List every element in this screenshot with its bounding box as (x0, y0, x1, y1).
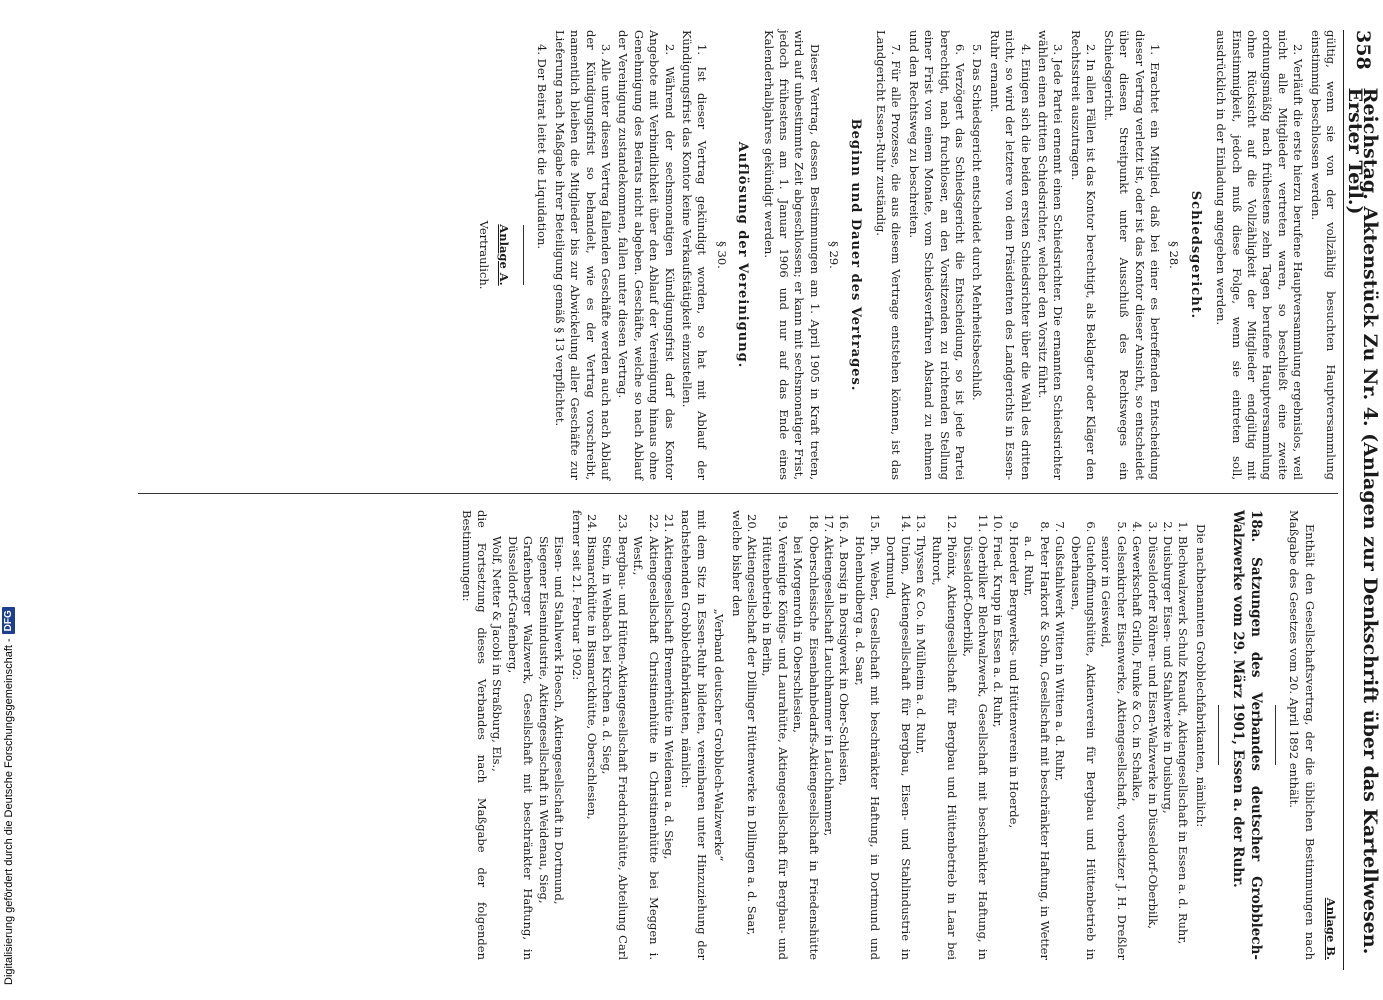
dfg-logo: DFG (2, 607, 15, 634)
left-column (476, 30, 1338, 480)
right-column (456, 510, 1338, 960)
separator-rule (1218, 705, 1219, 765)
list-item: 22. Aktiengesellschaft Christinenhütte in Christinenhütte bei Meggen i. Westf., (630, 536, 661, 960)
clause: 4. Einigen sich die beiden ersten Schiedsrichter über die Wahl des dritten nicht, so wird der letztere von dem Präsidenten des Landgerichts in Essen-Ruhr ernannt. (987, 30, 1033, 480)
section-18a-title: 18a. Satzungen des Verbandes deutscher Grobblech-Walzwerke vom 29. März 1901, Essen a. der Ruhr. (1229, 510, 1264, 960)
list-item: Siegener Eisenindustrie, Aktiengesellschaft in Weidenau, Sieg, (536, 536, 551, 904)
anlage-a-label: Anlage A. (496, 224, 511, 286)
list-item: 9. Hoerder Bergwerks- und Hüttenverein in Hoerde, (1006, 536, 1021, 960)
list-item: 14. Union, Aktiengesellschaft für Bergbau, Eisen- und Stahlindustrie in Dortmund, (882, 536, 913, 960)
clause: 3. Jede Partei ernennt einen Schiedsrichter. Die ernannten Schiedsrichter wählen einen dritten Schiedsrichter, welcher den Vorsitz führt. (1036, 30, 1066, 480)
page-content (90, 30, 1380, 970)
separator-rule (523, 225, 524, 285)
closing-text: die Fortsetzung dieses Verbandes nach Maßgabe der folgenden Bestimmungen: (459, 510, 490, 960)
list-item: 13. Thyssen & Co. in Mülheim a. d. Ruhr, (913, 536, 928, 960)
clause: 5. Das Schiedsgericht entscheidet durch Mehrheitsbeschluß. (970, 44, 985, 401)
vertraulich-label: Vertraulich. (477, 220, 492, 290)
list-item: 10. Fried. Krupp in Essen a. d. Ruhr, (990, 536, 1005, 960)
list-item: 1. Blechwalzwerk Schulz Knaudt, Aktiengesellschaft in Essen a. d. Ruhr, (1175, 536, 1190, 960)
list-item: Eisen- und Stahlwerk Hoesch, Aktiengesellschaft in Dortmund, (552, 536, 567, 905)
clause: 6. Verzögert das Schiedsgericht die Entscheidung, so ist jede Partei berechtigt, nach fruchtloser, an den Vorsitzenden zu richtenden Stellung einer Frist von einem Monate, vom Schiedsverfahren Abstand zu nehmen und den Rechtsweg zu beschreiten. (906, 30, 968, 480)
anlage-b-label: Anlage B. (1324, 897, 1338, 960)
list-item: 18. Oberschlesische Eisenbahnbedarfs-Aktiengesellschaft in Friedenshütte bei Morgenroth in Oberschlesien, (790, 536, 821, 960)
list-item: 16. A. Borsig in Borsigwerk in Ober-Schlesien, (836, 536, 851, 960)
separator-rule (1275, 705, 1276, 765)
members-outro: welche bisher den (729, 510, 744, 617)
intro-paragraph: gültig, wenn sie von der vollzählig besuchten Hauptversammlung einstimmig beschlossen werden. (1308, 30, 1338, 480)
beginn-heading: Beginn und Dauer des Vertrages. (847, 118, 863, 392)
clause: 1. Ist dieser Vertrag gekündigt worden, so hat mit Ablauf der Kündigungsfrist das Kontor keine Verkaufstätigkeit einzustellen. (679, 30, 710, 480)
dfg-sidebar (0, 0, 22, 1000)
list-item: 4. Gewerkschaft Grillo, Funke & Co. in Schalke, (1129, 536, 1144, 960)
verband-name: „Verband deutscher Grobblech-Walzwerke“ (712, 608, 727, 862)
section-number-29: § 29. (827, 241, 842, 269)
members-list (744, 510, 1191, 960)
ferner-line: ferner seit 21. Februar 1902: (569, 510, 584, 681)
section-number-28: § 28. (1167, 241, 1182, 269)
list-item: 20. Aktiengesellschaft der Dillinger Hüttenwerke in Dillingen a. d. Saar, (744, 536, 759, 960)
list-item: 15. Ph. Weber, Gesellschaft mit beschränkter Haftung, in Dortmund und Hohenbudberg a. d. Saar, (851, 536, 882, 960)
list-item: 3. Düsseldorfer Röhren- und Eisen-Walzwerke in Düsseldorf-Oberbilk, (1144, 536, 1159, 960)
list-item: 6. Gutehoffnungshütte, Aktienverein für Bergbau und Hüttenbetrieb in Oberhausen, (1067, 536, 1098, 960)
dfg-funding-text: Digitalisierung gefördert durch die Deutsche Forschungsgemeinschaft - (2, 638, 15, 985)
section-number-30: § 30. (714, 241, 729, 269)
anlage-b-text: Enthält den Gesellschaftsvertrag, der die üblichen Bestimmungen nach Maßgabe des Gesetzes vom 20. April 1892 enthält. (1287, 510, 1317, 960)
list-item: 7. Gußstahlwerk Witten in Witten a. d. Ruhr, (1052, 536, 1067, 960)
members-intro: Die nachbenannten Grobblechfabrikanten, nämlich: (1193, 524, 1208, 828)
aufloesung-heading: Auflösung der Vereinigung. (735, 141, 751, 369)
list-item: 23. Bergbau- und Hütten-Aktiengesellschaft Friedrichshütte, Abteilung Carl Stein, in Wehbach bei Kirchen a. d. Sieg, (599, 536, 630, 960)
list-item: 24. Bismarckhütte in Bismarckhütte, Oberschlesien, (584, 536, 599, 960)
clause: 2. In allen Fällen ist das Kontor berechtigt, als Beklagter oder Kläger den Rechtsstreit auszutragen. (1068, 30, 1099, 480)
running-head (1343, 30, 1380, 970)
clause: 7. Für alle Prozesse, die aus diesem Vertrage entstehen können, ist das Landgericht Essen-Ruhr zuständig. (874, 30, 904, 480)
list-item: 5. Gelsenkircher Eisenwerke, Aktiengesellschaft, vorbesitzer J. H. Dreßler senior in Geisweid, (1098, 536, 1129, 960)
list-item: Wolf, Netter & Jacobi in Straßburg, Els., (490, 536, 505, 772)
clause: 2. Während der sechsmonatigen Kündigungsfrist darf das Kontor Angebote mit Verbindlichkeit über den Ablauf der Vereinigung hinaus ohne Genehmigung des Beirats nicht abgeben. Geschäfte, welche so nach Ablauf der Vereinigung zustandekommen, fallen unter diesen Vertrag. (616, 30, 677, 480)
page-number: 358 (1351, 30, 1374, 70)
clause: 1. Erachtet ein Mitglied, daß bei einer es betreffenden Entscheidung dieser Vertrag verletzt ist, oder ist das Kontor dieser Ansicht, so entscheidet über diesen Streitpunkt unter Ausschluß des Rechtsweges ein Schiedsgericht. (1101, 30, 1162, 480)
clause: 3. Alle unter diesen Vertrag fallenden Geschäfte werden auch nach Ablauf der Kündigungsfrist so behandelt, wie es der Vertrag vorschreibt, namentlich bleiben die Mitglieder bis zur Abwickelung aller Geschäfte zur Lieferung nach Maßgabe ihrer Beteiligung gemäß § 13 verpflichtet. (552, 30, 613, 480)
list-item: 21. Aktiengesellschaft Bremerhütte in Weidenau a. d. Sieg, (661, 536, 676, 960)
schiedsgericht-heading: Schiedsgericht. (1187, 190, 1203, 320)
list-item: 8. Peter Harkort & Sohn, Gesellschaft mit beschränkter Haftung, in Wetter a. d. Ruhr, (1021, 536, 1052, 960)
list-item: Grafenberger Walzwerk, Gesellschaft mit beschränkter Haftung, in Düsseldorf-Grafenberg, (505, 536, 536, 960)
column-divider (138, 493, 1338, 494)
members-list-3 (489, 510, 566, 960)
list-item: 12. Phönix, Aktiengesellschaft für Bergbau und Hüttenbetrieb in Laar bei Ruhrort, (928, 536, 959, 960)
list-item: 17. Aktiengesellschaft Lauchhammer in Lauchhammer, (821, 536, 836, 960)
scanned-page (70, 30, 1380, 990)
list-item: 19. Vereinigte Königs- und Laurahütte, Aktiengesellschaft für Bergbau- und Hüttenbetrieb in Berlin, (759, 536, 790, 960)
clause: Dieser Vertrag, dessen Bestimmungen am 1. April 1905 in Kraft treten, wird auf unbestimmte Zeit abgeschlossen; er kann mit sechsmonatiger Frist, jedoch frühestens am 1. Januar 1906 und nur auf das Ende eines Kalenderhalbjahres gekündigt werden. (761, 30, 822, 480)
clause: 4. Der Beirat leitet die Liquidation. (535, 44, 550, 250)
members-list-2 (584, 510, 676, 960)
list-item: 11. Oberbilker Blechwalzwerk, Gesellschaft mit beschränkter Haftung, in Düsseldorf-Oberbilk, (959, 536, 990, 960)
dfg-funding-note (2, 607, 15, 985)
intro-paragraph: 2. Verläuft die erste hierzu berufene Hauptversammlung ergebnislos, weil nicht alle Mitglieder vertreten waren, so beschließt eine zweite ordnungsmäßig nach frühestens zehn Tagen berufene Hauptversammlung ohne Rücksicht auf die Vollzähligkeit der Mitglieder endgültig mit Einstimmigkeit, jedoch muß diese Folge, wenn sie eintreten soll, ausdrücklich in der Einladung angegeben werden. (1214, 30, 1306, 480)
running-title: Reichstag. Aktenstück Zu Nr. 4. (Anlagen zur Denkschrift über das Kartellwesen. Erster Teil.) (1344, 87, 1382, 955)
list-item: 2. Duisburger Eisen- und Stahlwerke in Duisburg, (1160, 536, 1175, 960)
verband-text: mit dem Sitz in Essen-Ruhr bildeten, vereinbaren unter Hinzuziehung der nachstehenden Grobblechfabrikanten, nämlich: (679, 510, 709, 960)
